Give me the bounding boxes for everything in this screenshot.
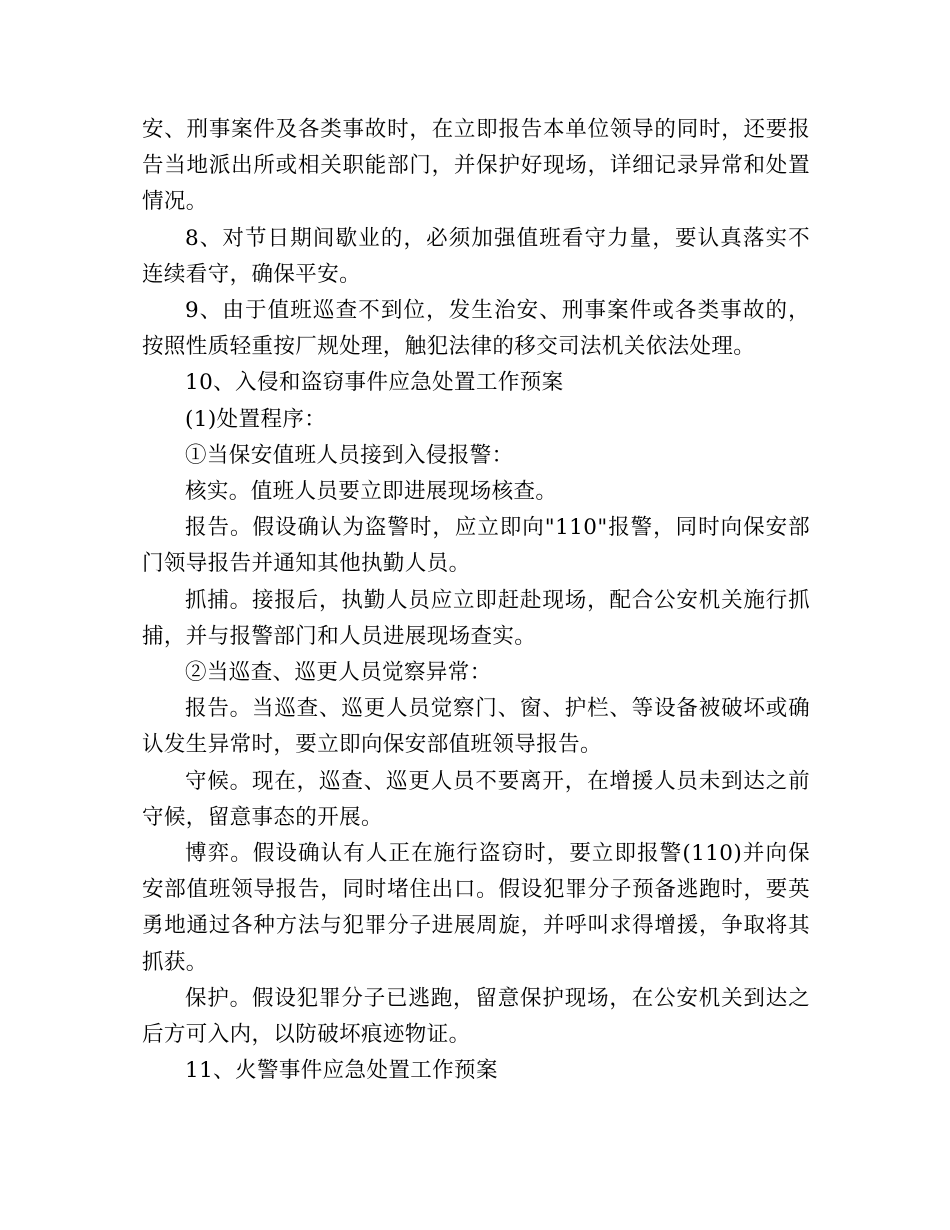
paragraph-item-8: 8、对节日期间歇业的，必须加强值班看守力量，要认真落实不连续看守，确保平安。 <box>142 225 810 287</box>
paragraph-verify: 核实。值班人员要立即进展现场核查。 <box>185 479 558 505</box>
section-heading-11: 11、火警事件应急处置工作预案 <box>185 1058 498 1084</box>
paragraph-item-9: 9、由于值班巡查不到位，发生治安、刑事案件或各类事故的，按照性质轻重按厂规处理，触犯法律的移交司法机关依法处理。 <box>142 298 810 360</box>
document-body <box>142 112 810 1089</box>
paragraph-wait: 守候。现在，巡查、巡更人员不要离开，在增援人员未到达之前守候，留意事态的开展。 <box>142 768 810 830</box>
subheading-patrol-anomaly: ②当巡查、巡更人员觉察异常： <box>185 660 492 686</box>
paragraph-continuation: 安、刑事案件及各类事故时，在立即报告本单位领导的同时，还要报告当地派出所或相关职能部门，并保护好现场，详细记录异常和处置情况。 <box>142 117 810 215</box>
paragraph-patrol-report: 报告。当巡查、巡更人员觉察门、窗、护栏、等设备被破坏或确认发生异常时，要立即向保安部值班领导报告。 <box>142 696 810 758</box>
paragraph-protect-scene: 保护。假设犯罪分子已逃跑，留意保护现场，在公安机关到达之后方可入内，以防破坏痕迹物证。 <box>142 985 810 1048</box>
paragraph-arrest: 抓捕。接报后，执勤人员应立即赶赴现场，配合公安机关施行抓捕，并与报警部门和人员进展现场查实。 <box>142 587 810 649</box>
section-heading-10: 10、入侵和盗窃事件应急处置工作预案 <box>185 370 564 396</box>
subheading-intrusion-alarm: ①当保安值班人员接到入侵报警： <box>185 442 514 468</box>
subheading-procedure: (1)处置程序： <box>185 406 327 432</box>
paragraph-confront: 博弈。假设确认有人正在施行盗窃时，要立即报警(110)并向保安部值班领导报告，同时堵住出口。假设犯罪分子预备逃跑时，要英勇地通过各种方法与犯罪分子进展周旋，并呼叫求得增援，争取将其抓获。 <box>142 841 810 975</box>
paragraph-report: 报告。假设确认为盗警时，应立即向"110"报警，同时向保安部门领导报告并通知其他执勤人员。 <box>142 515 810 577</box>
